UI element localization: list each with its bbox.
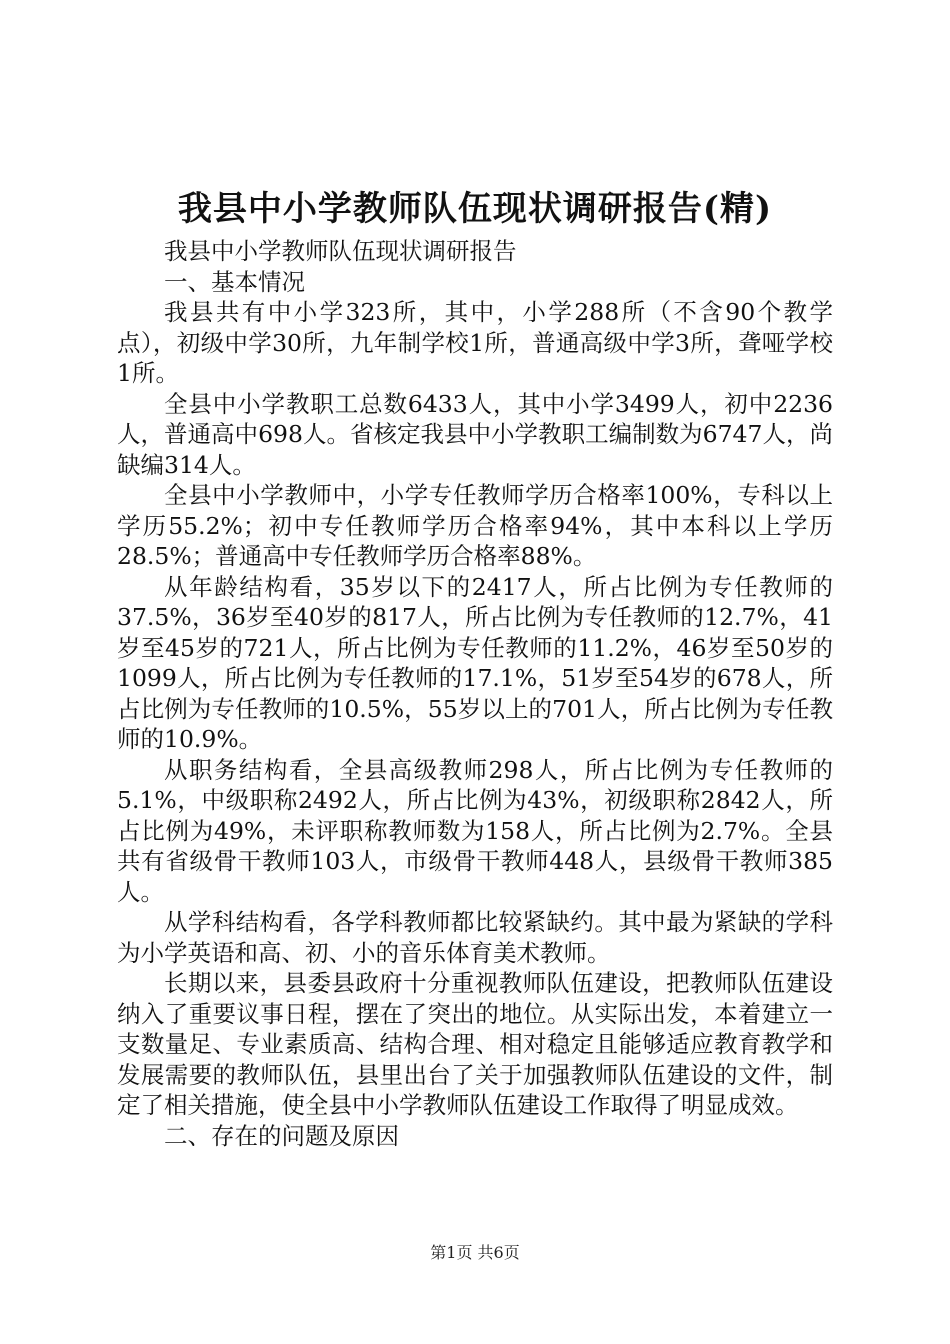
document-title: 我县中小学教师队伍现状调研报告(精) [177,189,773,229]
section-heading-basic-situation: 一、基本情况 [164,267,305,296]
paragraph-qualification-rate: 全县中小学教师中，小学专任教师学历合格率100%，专科以上学历55.2%；初中专任教师学历合格率94%，其中本科以上学历28.5%；普通高中专任教师学历合格率88%。 [117,481,833,570]
paragraph-subject-structure: 从学科结构看，各学科教师都比较紧缺约。其中最为紧缺的学科为小学英语和高、初、小的音乐体育美术教师。 [117,908,833,967]
paragraph-school-count: 我县共有中小学323所，其中，小学288所（不含90个教学点），初级中学30所，九年制学校1所，普通高级中学3所，聋哑学校1所。 [117,298,833,387]
paragraph-age-structure: 从年龄结构看，35岁以下的2417人，所占比例为专任教师的37.5%，36岁至40岁的817人，所占比例为专任教师的12.7%，41岁至45岁的721人，所占比例为专任教师的11.2%，46岁至50岁的1099人，所占比例为专任教师的17.1%，51岁至54岁的678人，所占比例为专任教师的10.5%，55岁以上的701人，所占比例为专任教师的10.9%。 [117,572,833,753]
paragraph-title-structure: 从职务结构看，全县高级教师298人，所占比例为专任教师的5.1%，中级职称2492人，所占比例为43%，初级职称2842人，所占比例为49%，未评职称教师数为158人，所占比例为2.7%。全县共有省级骨干教师103人，市级骨干教师448人，县级骨干教师385人。 [117,755,833,906]
paragraph-government-support: 长期以来，县委县政府十分重视教师队伍建设，把教师队伍建设纳入了重要议事日程，摆在了突出的地位。从实际出发，本着建立一支数量足、专业素质高、结构合理、相对稳定且能够适应教育教学和发展需要的教师队伍，县里出台了关于加强教师队伍建设的文件，制定了相关措施，使全县中小学教师队伍建设工作取得了明显成效。 [117,969,833,1119]
page-footer: 第1页 共6页 [430,1243,520,1262]
paragraph-staff-count: 全县中小学教职工总数6433人，其中小学3499人，初中2236人，普通高中698人。省核定我县中小学教职工编制数为6747人，尚缺编314人。 [117,389,833,479]
document-body [117,236,833,1151]
section-heading-problems: 二、存在的问题及原因 [164,1121,399,1150]
report-subtitle: 我县中小学教师队伍现状调研报告 [164,237,517,265]
